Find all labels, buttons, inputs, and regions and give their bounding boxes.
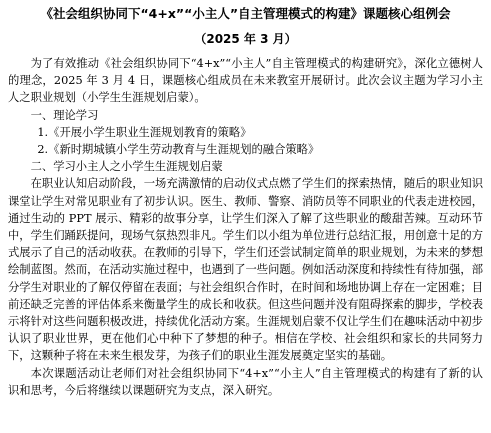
document-date: （2025 年 3 月） <box>194 32 297 46</box>
closing-paragraph: 本次课题活动让老师们对社会组织协同下“4+x”“小主人”自主管理模式的构建有了新的认识和思考，今后将继续以课题研究为支点，深入研究。 <box>8 366 483 397</box>
section-heading-career: 二、学习小主人之小学生生涯规划启蒙 <box>30 160 223 174</box>
document-title: 《社会组织协同下“4+x”“小主人”自主管理模式的构建》课题核心组例会 <box>40 6 451 21</box>
intro-paragraph: 为了有效推动《社会组织协同下“4+x”“小主人”自主管理模式的构建研究》，深化立德树人的理念，2025 年 3 月 4 日，课题核心组成员在未来教室开展研讨。此次会议主题为学习小主人之职业规划（小学生生涯规划启蒙）。 <box>8 57 483 105</box>
section-heading-theory: 一、理论学习 <box>30 108 99 122</box>
reading-item-1: 1.《开展小学生职业生涯规划教育的策略》 <box>37 125 252 139</box>
reading-item-2: 2.《新时期城镇小学生劳动教育与生涯规划的融合策略》 <box>37 143 320 157</box>
body-paragraph: 在职业认知启动阶段，一场充满激情的启动仪式点燃了学生们的探索热情，随后的职业知识课堂让学生对常见职业有了初步认识。医生、教师、警察、消防员等不同职业的代表走进校园，通过生动的 PPT 展示、精彩的故事分享，让学生们深入了解了这些职业的酸甜苦辣。互动环节中，学生们踊跃提问，现场气氛热烈非凡。学生们以小组为单位进行总结汇报，用创意十足的方式展示了自己的活动收获。在教师的引导下，学生们还尝试制定简单的职业规划，为未来的梦想绘制蓝图。然而，在活动实施过程中，也遇到了一些问题。例如活动深度和持续性有待加强，部分学生对职业的了解仅停留在表面；与社会组织合作时，在时间和场地协调上存在一定困难；目前还缺乏完善的评估体系来衡量学生的成长和收获。但这些问题并没有阻碍探索的脚步，学校表示将针对这些问题积极改进，持续优化活动方案。生涯规划启蒙不仅让学生们在趣味活动中初步认识了职业世界，更在他们心中种下了梦想的种子。相信在学校、社会组织和家长的共同努力下，这颗种子将在未来生根发芽，为孩子们的职业生涯发展奠定坚实的基础。 <box>8 177 483 363</box>
